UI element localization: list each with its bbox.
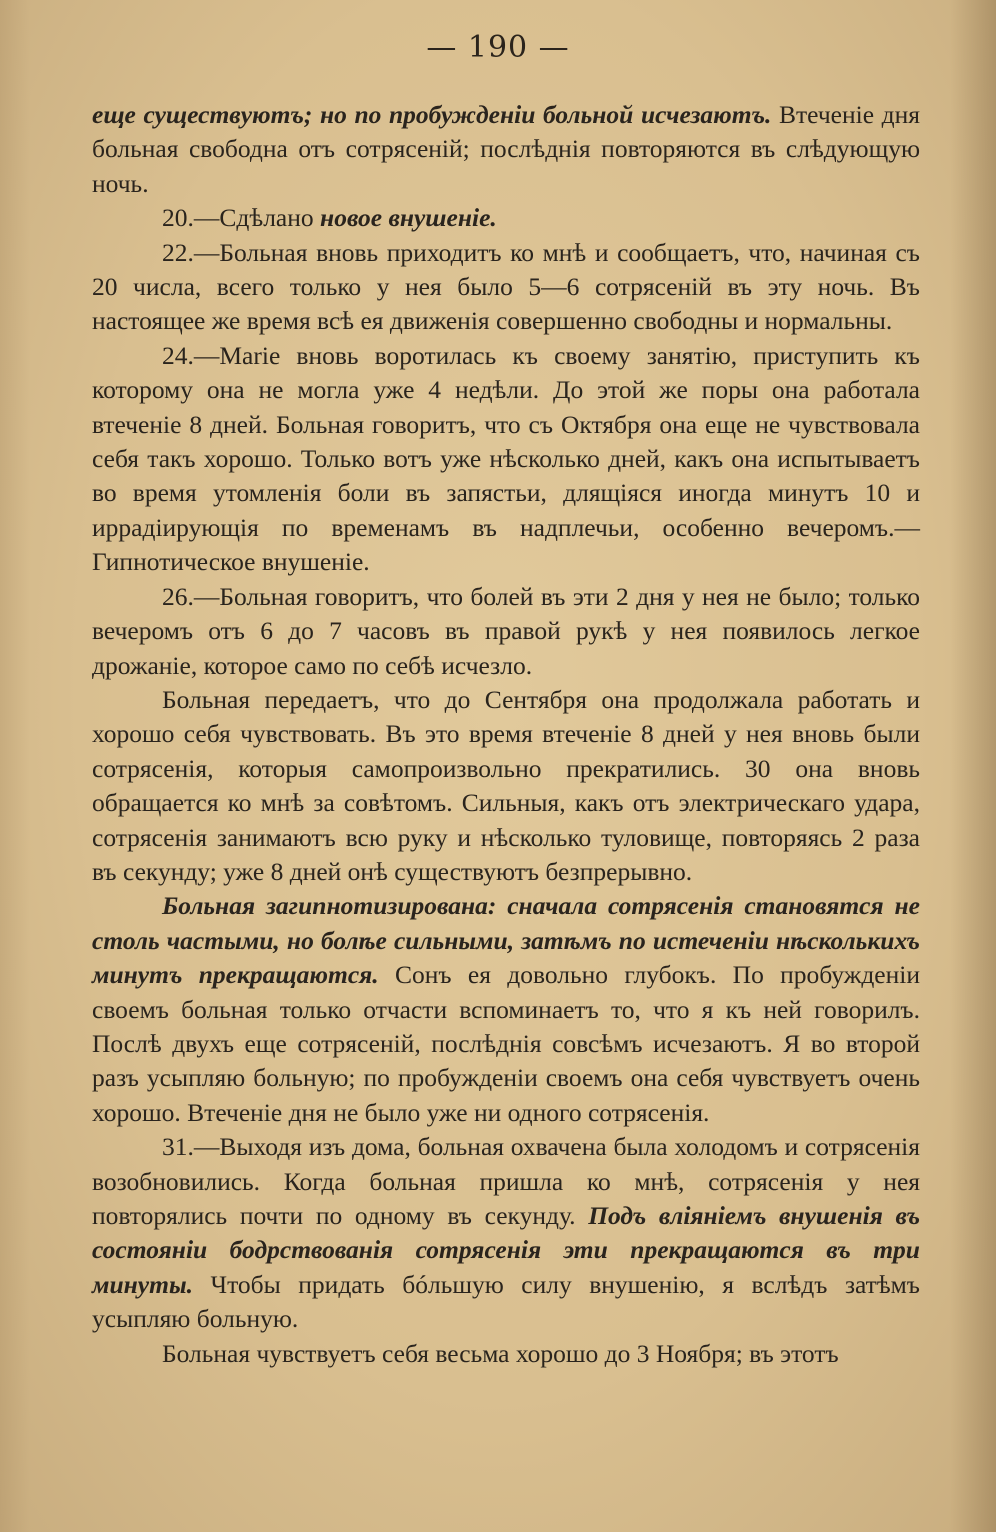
emphasized-text: еще существуютъ; но по пробужденіи больной исчезаютъ. [92,100,772,129]
paragraph [92,98,920,201]
paragraph [92,889,920,1130]
body-text-run: 24.—Marie вновь воротилась къ своему занятію, приступить къ которому она не могла уже 4 недѣли. До этой же поры она работала втеченіе 8 дней. Больная говоритъ, что съ Октября она еще не чувствовала себя такъ хорошо. Только вотъ уже нѣсколько дней, какъ она испытываетъ во время утомленія боли въ запястьи, длящіяся иногда минутъ 10 и иррадіирующія по временамъ въ надплечьи, особенно вечеромъ.—Гипнотическое внушеніе. [92,340,920,577]
body-text-run: Больная чувствуетъ себя весьма хорошо до 3 Ноября; въ этотъ [162,1338,839,1368]
body-text-run: 31.—Выходя изъ дома, больная охвачена была холодомъ и сотрясенія возобновились. Когда больная пришла ко мнѣ, сотрясенія у нея повторялись почти по одному въ секунду. [92,1132,920,1230]
paragraph [92,201,920,235]
emphasized-text: новое внушеніе. [320,203,497,233]
body-text-run: 26.—Больная говоритъ, что болей въ эти 2 дня у нея не было; только вечеромъ отъ 6 до 7 часовъ въ правой рукѣ у нея появилось легкое дрожаніе, которое само по себѣ исчезло. [92,581,920,680]
body-text-run: Втеченіе дня больная свободна отъ сотрясеній; послѣднія повторяются въ слѣдующую ночь. [92,100,920,198]
paragraph [92,683,920,889]
paragraph [92,1337,920,1371]
body-text [92,98,920,1371]
body-text-run: Больная передаетъ, что до Сентября она продолжала работать и хорошо себя чувствовать. Въ это время втеченіе 8 дней у нея вновь были сотрясенія, которыя самопроизвольно прекратились. 30 она вновь обращается ко мнѣ за совѣтомъ. Сильныя, какъ отъ электрическаго удара, сотрясенія занимаютъ всю руку и нѣсколько туловище, повторяясь 2 раза въ секунду; уже 8 дней онѣ существуютъ безпрерывно. [92,684,920,886]
paragraph [92,339,920,580]
paragraph [92,580,920,683]
body-text-run: 20.—Сдѣлано [162,203,321,233]
paragraph [92,1130,920,1336]
emphasized-text: Подъ вліяніемъ внушенія въ состояніи бодрствованія сотрясенія эти прекращаются въ три минуты. [92,1201,920,1299]
emphasized-text: Больная загипнотизирована: сначала сотрясенія становятся не столь частыми, но болѣе сильными, затѣмъ по истеченіи нѣсколькихъ минутъ прекращаются. [92,891,920,990]
body-text-run: Чтобы придать бóльшую силу внушенію, я вслѣдъ затѣмъ усыпляю больную. [92,1269,920,1334]
body-text-run: 22.—Больная вновь приходитъ ко мнѣ и сообщаетъ, что, начиная съ 20 числа, всего только у нея было 5—6 сотрясеній въ эту ночь. Въ настоящее же время всѣ ея движенія совершенно свободны и нормальны. [92,237,920,336]
body-text-run: Сонъ ея довольно глубокъ. По пробужденіи своемъ больная только отчасти вспоминаетъ то, что я къ ней говорилъ. Послѣ двухъ еще сотрясеній, послѣднія совсѣмъ исчезаютъ. Я во второй разъ усыпляю больную; по пробужденіи своемъ она себя чувствуетъ очень хорошо. Втеченіе дня не было уже ни одного сотрясенія. [92,960,921,1127]
page-number: — 190 — [426,30,570,65]
paragraph [92,236,920,339]
